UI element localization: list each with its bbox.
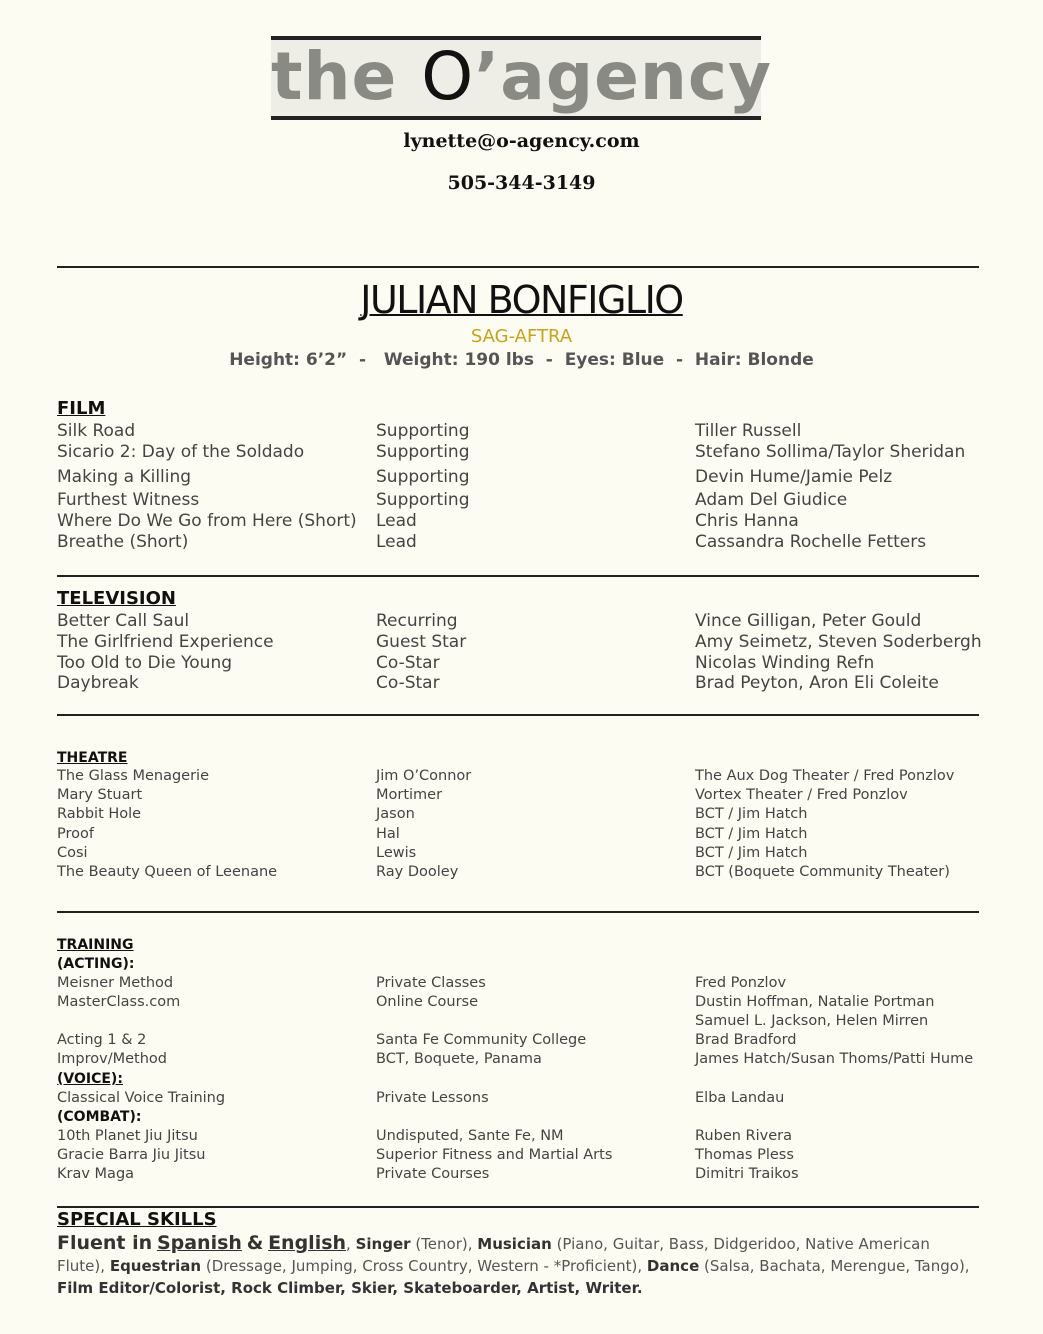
- divider: [57, 575, 979, 577]
- credit-role: Guest Star: [376, 632, 467, 652]
- skill-dance-detail: (Salsa, Bachata, Merengue, Tango),: [704, 1257, 970, 1275]
- credit-row: [0, 490, 1043, 510]
- credit-title: The Girlfriend Experience: [57, 632, 274, 652]
- training-teacher: Ruben Rivera: [695, 1128, 792, 1144]
- training-row: [0, 994, 1043, 1014]
- credit-director: BCT (Boquete Community Theater): [695, 864, 950, 880]
- training-course: 10th Planet Jiu Jitsu: [57, 1128, 198, 1144]
- credit-role: Lead: [376, 532, 417, 552]
- divider: [57, 1206, 979, 1208]
- credit-row: [0, 611, 1043, 631]
- credit-row: [0, 442, 1043, 462]
- logo-text-o: O: [421, 38, 475, 115]
- credit-title: The Beauty Queen of Leenane: [57, 864, 278, 880]
- training-course: Meisner Method: [57, 975, 174, 991]
- divider: [57, 911, 979, 913]
- training-course: Gracie Barra Jiu Jitsu: [57, 1147, 206, 1163]
- training-row: [0, 1013, 1043, 1033]
- training-school: Private Lessons: [376, 1090, 489, 1106]
- training-teacher: Brad Bradford: [695, 1032, 797, 1048]
- training-school: Online Course: [376, 994, 479, 1010]
- television-heading: TELEVISION: [57, 588, 176, 609]
- voice-label: (VOICE):: [57, 1071, 123, 1087]
- training-school: Undisputed, Sante Fe, NM: [376, 1128, 564, 1144]
- ampersand: &: [246, 1232, 264, 1254]
- credit-row: [0, 532, 1043, 552]
- credit-title: Cosi: [57, 845, 88, 861]
- skill-musician-detail: (Piano, Guitar, Bass, Didgeridoo, Native American Flute),: [57, 1235, 930, 1275]
- special-skills-text: Fluent in Spanish & English, Singer (Tenor), Musician (Piano, Guitar, Bass, Didgeridoo, Native American Flute), Equestrian (Dressage, Jumping, Cross Country, Western - *Proficient), Dance (Salsa, Bachata, Merengue, Tango), Film Editor/Colorist, Rock Climber, Skier, Skateboarder, Artist, Writer.: [57, 1232, 970, 1297]
- credit-row: [0, 511, 1043, 531]
- training-teacher: James Hatch/Susan Thoms/Patti Hume: [695, 1051, 974, 1067]
- credit-row: [0, 467, 1043, 487]
- training-teacher: Thomas Pless: [695, 1147, 794, 1163]
- credit-role: Hal: [376, 826, 400, 842]
- agency-logo: [271, 36, 772, 120]
- credit-role: Co-Star: [376, 653, 440, 673]
- credit-director: Vortex Theater / Fred Ponzlov: [695, 787, 908, 803]
- credit-title: Too Old to Die Young: [57, 653, 233, 673]
- credit-role: Supporting: [376, 490, 470, 510]
- training-row: [0, 975, 1043, 995]
- credit-row: [0, 421, 1043, 441]
- credit-title: The Glass Menagerie: [57, 768, 209, 784]
- skill-singer-detail: (Tenor),: [415, 1235, 473, 1253]
- special-skills-heading: SPECIAL SKILLS: [57, 1209, 217, 1230]
- credit-row: [0, 653, 1043, 673]
- credit-director: Devin Hume/Jamie Pelz: [695, 467, 893, 487]
- credit-director: Cassandra Rochelle Fetters: [695, 532, 927, 552]
- combat-label: (COMBAT):: [57, 1109, 142, 1125]
- credit-title: Making a Killing: [57, 467, 192, 487]
- training-course: Improv/Method: [57, 1051, 167, 1067]
- credit-title: Better Call Saul: [57, 611, 190, 631]
- credit-director: Nicolas Winding Refn: [695, 653, 875, 673]
- credit-row: [0, 806, 1043, 826]
- agency-email[interactable]: lynette@o-agency.com: [403, 130, 640, 152]
- training-school: Santa Fe Community College: [376, 1032, 587, 1048]
- actor-name: JULIAN BONFIGLIO: [360, 278, 683, 322]
- credit-role: Mortimer: [376, 787, 443, 803]
- skill-singer: Singer: [355, 1235, 411, 1253]
- training-course: Acting 1 & 2: [57, 1032, 147, 1048]
- training-row: [0, 1166, 1043, 1186]
- credit-row: [0, 632, 1043, 652]
- divider: [57, 714, 979, 716]
- credit-role: Lead: [376, 511, 417, 531]
- credit-director: Chris Hanna: [695, 511, 799, 531]
- credit-director: BCT / Jim Hatch: [695, 806, 808, 822]
- credit-title: Furthest Witness: [57, 490, 200, 510]
- credit-row: [0, 787, 1043, 807]
- credit-row: [0, 864, 1043, 884]
- skill-equestrian: Equestrian: [109, 1257, 202, 1275]
- training-row: [0, 1032, 1043, 1052]
- acting-label: (ACTING):: [57, 956, 135, 972]
- credit-role: Jason: [376, 806, 415, 822]
- theatre-heading: THEATRE: [57, 750, 128, 766]
- actor-stats: Height: 6’2” - Weight: 190 lbs - Eyes: Blue - Hair: Blonde: [229, 350, 814, 370]
- credit-row: [0, 826, 1043, 846]
- training-course: Classical Voice Training: [57, 1090, 226, 1106]
- training-course: MasterClass.com: [57, 994, 181, 1010]
- credit-role: Recurring: [376, 611, 458, 631]
- credit-role: Ray Dooley: [376, 864, 459, 880]
- credit-director: Amy Seimetz, Steven Soderbergh: [695, 632, 982, 652]
- training-teacher: Elba Landau: [695, 1090, 785, 1106]
- training-teacher: Dustin Hoffman, Natalie Portman: [695, 994, 935, 1010]
- training-row: [0, 1147, 1043, 1167]
- credit-role: Co-Star: [376, 673, 440, 693]
- credit-role: Supporting: [376, 421, 470, 441]
- credit-row: [0, 768, 1043, 788]
- logo-text-agency: ’agency: [474, 38, 772, 115]
- film-heading: FILM: [57, 398, 106, 419]
- credit-title: Silk Road: [57, 421, 136, 441]
- credit-role: Supporting: [376, 442, 470, 462]
- credit-director: BCT / Jim Hatch: [695, 826, 808, 842]
- credit-row: [0, 673, 1043, 693]
- credit-director: Adam Del Giudice: [695, 490, 848, 510]
- language-english: English: [268, 1232, 347, 1254]
- credit-title: Daybreak: [57, 673, 139, 693]
- credit-role: Supporting: [376, 467, 470, 487]
- training-course: Krav Maga: [57, 1166, 135, 1182]
- credit-director: Vince Gilligan, Peter Gould: [695, 611, 922, 631]
- credit-director: Brad Peyton, Aron Eli Coleite: [695, 673, 939, 693]
- language-spanish: Spanish: [156, 1232, 242, 1254]
- skill-musician: Musician: [477, 1235, 552, 1253]
- training-teacher: Samuel L. Jackson, Helen Mirren: [695, 1013, 929, 1029]
- training-teacher: Dimitri Traikos: [695, 1166, 799, 1182]
- training-row: [0, 1051, 1043, 1071]
- credit-title: Breathe (Short): [57, 532, 189, 552]
- training-school: BCT, Boquete, Panama: [376, 1051, 542, 1067]
- skill-dance: Dance: [646, 1257, 700, 1275]
- agency-phone[interactable]: 505-344-3149: [447, 172, 596, 194]
- credit-row: [0, 845, 1043, 865]
- credit-director: The Aux Dog Theater / Fred Ponzlov: [695, 768, 955, 784]
- training-school: Superior Fitness and Martial Arts: [376, 1147, 613, 1163]
- fluent-label: Fluent in: [57, 1232, 153, 1254]
- training-row: [0, 1128, 1043, 1148]
- training-teacher: Fred Ponzlov: [695, 975, 787, 991]
- skill-other: Film Editor/Colorist, Rock Climber, Skier, Skateboarder, Artist, Writer.: [57, 1279, 643, 1297]
- union-affiliation: SAG-AFTRA: [470, 326, 573, 347]
- logo-text-the: the: [271, 38, 422, 115]
- credit-title: Proof: [57, 826, 94, 842]
- credit-title: Mary Stuart: [57, 787, 143, 803]
- credit-director: Stefano Sollima/Taylor Sheridan: [695, 442, 966, 462]
- credit-role: Lewis: [376, 845, 417, 861]
- training-row: [0, 1090, 1043, 1110]
- training-school: Private Courses: [376, 1166, 490, 1182]
- training-school: Private Classes: [376, 975, 486, 991]
- skill-equestrian-detail: (Dressage, Jumping, Cross Country, Western - *Proficient),: [205, 1257, 643, 1275]
- divider: [57, 266, 979, 268]
- agency-logo-text: [271, 38, 772, 116]
- training-heading: TRAINING: [57, 937, 134, 953]
- credit-title: Rabbit Hole: [57, 806, 142, 822]
- credit-director: BCT / Jim Hatch: [695, 845, 808, 861]
- credit-role: Jim O’Connor: [376, 768, 472, 784]
- credit-director: Tiller Russell: [695, 421, 802, 441]
- credit-title: Sicario 2: Day of the Soldado: [57, 442, 305, 462]
- credit-title: Where Do We Go from Here (Short): [57, 511, 357, 531]
